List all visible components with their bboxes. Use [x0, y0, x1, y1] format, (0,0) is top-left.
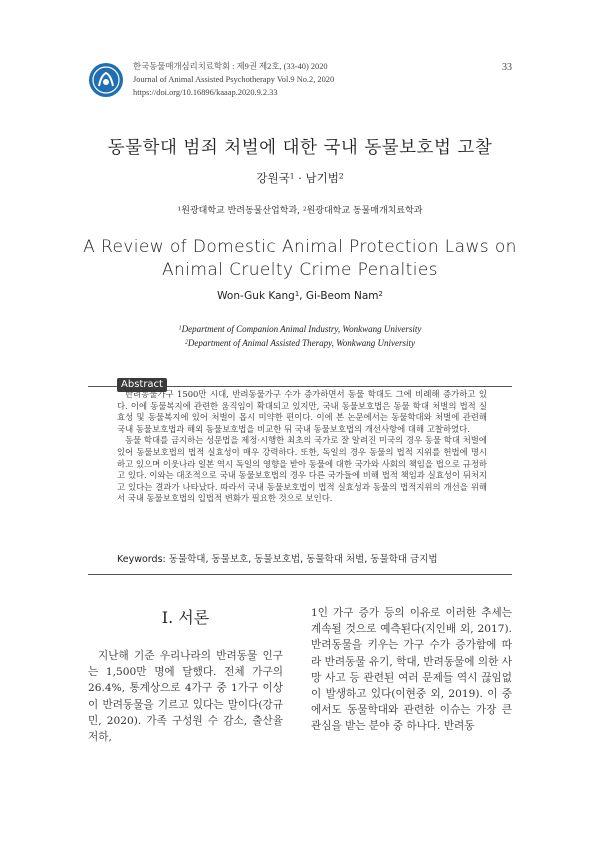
body-left-paragraph: 지난해 기준 우리나라의 반려동물 인구는 1,500만 명에 달했다. 전체 가구의 26.4%, 통계상으로 4가구 중 1가구 이상이 반려동물을 기르고 있다는 말이다(강규민, 2020). 가족 구성원 수 감소, 출산율 저하,	[88, 650, 283, 744]
affil-en-2: Department of Animal Assisted Therapy, Wonkwang University	[187, 338, 415, 348]
author-1-marker: 1	[289, 171, 295, 181]
author-2-en: Gi-Beom Nam	[305, 290, 379, 302]
affil-1: 원광대학교 반려동물산업학과,	[181, 206, 303, 216]
section-heading: Ⅰ. 서론	[161, 608, 210, 627]
title-english	[0, 236, 600, 282]
journal-header-ko: 한국동물매개심리치료학회 : 제9권 제2호, (33-40) 2020	[133, 62, 328, 71]
title-korean: 동물학대 범죄 처벌에 대한 국내 동물보호법 고찰	[107, 138, 493, 158]
author-separator: ·	[294, 171, 306, 185]
affil-en-1: Department of Companion Animal Industry, Wonkwang University	[181, 324, 422, 334]
author-1-en: Won-Guk Kang	[217, 290, 295, 302]
author-2-marker: 2	[338, 171, 344, 181]
authors-english	[0, 290, 600, 302]
abstract-label: Abstract	[117, 378, 167, 392]
body-column-right	[311, 605, 512, 735]
abstract-paragraph-1: 반려동물가구 1500만 시대, 반려동물가구 수가 증가하면서 동물 학대도 그에 비례해 증가하고 있다. 이에 동물복지에 관련한 움직임이 확대되고 있지만, 국내 동물보호법은 동물 학대 처벌의 법적 실효성 및 동물복지에 있어 처벌이 몹시 미약한 편이다. 이에 본 논문에서는 동물학대와 처벌에 관련해 국내 동물보호법과 해외 동물보호법을 비교한 뒤 국내 동물보호법의 개선사항에 대해 고찰하였다.	[117, 389, 487, 434]
affiliations-korean	[0, 203, 600, 216]
affiliations-english	[0, 322, 600, 350]
affil-2: 원광대학교 동물매개치료학과	[306, 206, 423, 216]
authors-korean	[0, 170, 600, 186]
author-2: 남기범	[305, 171, 339, 185]
author-2-en-marker: 2	[378, 289, 383, 298]
title-english-line1: A Review of Domestic Animal Protection Laws on	[83, 237, 517, 257]
journal-header-en: Journal of Animal Assisted Psychotherapy Vol.9 No.2, 2020	[133, 75, 335, 84]
doi-link[interactable]: https://doi.org/10.16896/kaaap.2020.9.2.33	[133, 88, 278, 97]
title-english-line2: Animal Cruelty Crime Penalties	[162, 260, 438, 280]
body-right-paragraph: 1인 가구 증가 등의 이유로 이러한 추세는 계속될 것으로 예측된다(지인배 외, 2017). 반려동물을 키우는 가구 수가 증가함에 따라 반려동물 유기, 학대, 반려동물에 의한 사망 사고 등 관련된 여러 문제들 역시 끊임없이 발생하고 있다(이현중 외, 2019). 이 중에서도 동물학대와 관련한 이슈는 가장 큰 관심을 받는 분야 중 하나다. 반려동	[311, 607, 512, 733]
keywords	[117, 551, 438, 565]
abstract-body	[117, 389, 487, 505]
affil-en-1-marker: 1	[178, 325, 182, 332]
author-1: 강원국	[256, 171, 290, 185]
author-1-en-marker: 1	[294, 289, 300, 298]
affil-en-2-marker: 2	[185, 339, 188, 346]
body-column-left	[88, 648, 283, 745]
abstract-paragraph-2: 동물 학대를 금지하는 성문법을 제정·시행한 최초의 국가로 잘 알려진 미국의 경우 동물 학대 처벌에 있어 동물보호법의 법적 실효성이 매우 강력하다. 또한, 독일의 경우 동물의 법적 지위를 헌법에 명시하고 있으며 이웃나라 일본 역시 독일의 영향을 받아 동물에 대한 국가와 사회의 책임을 법으로 규정하고 있다. 이와는 대조적으로 국내 동물보호법의 경우 다른 국가들에 비해 법적 책임과 실효성이 뒤처지고 있다는 결과가 나타났다. 따라서 국내 동물보호법이 법적 실효성과 동물의 법적지위의 개선을 위해서 국내 동물보호법의 입법적 변화가 필요한 것으로 보인다.	[117, 435, 487, 504]
author-en-separator: ,	[299, 290, 306, 302]
abstract-bottom-rule	[88, 574, 512, 575]
affil-1-marker: 1	[177, 206, 182, 213]
keywords-label: Keywords:	[117, 554, 169, 565]
keywords-text: 동물학대, 동물보호, 동물보호법, 동물학대 처벌, 동물학대 금지법	[168, 554, 438, 565]
page-number: 33	[502, 62, 512, 73]
affil-2-marker: 2	[302, 206, 307, 213]
journal-logo	[88, 62, 124, 98]
